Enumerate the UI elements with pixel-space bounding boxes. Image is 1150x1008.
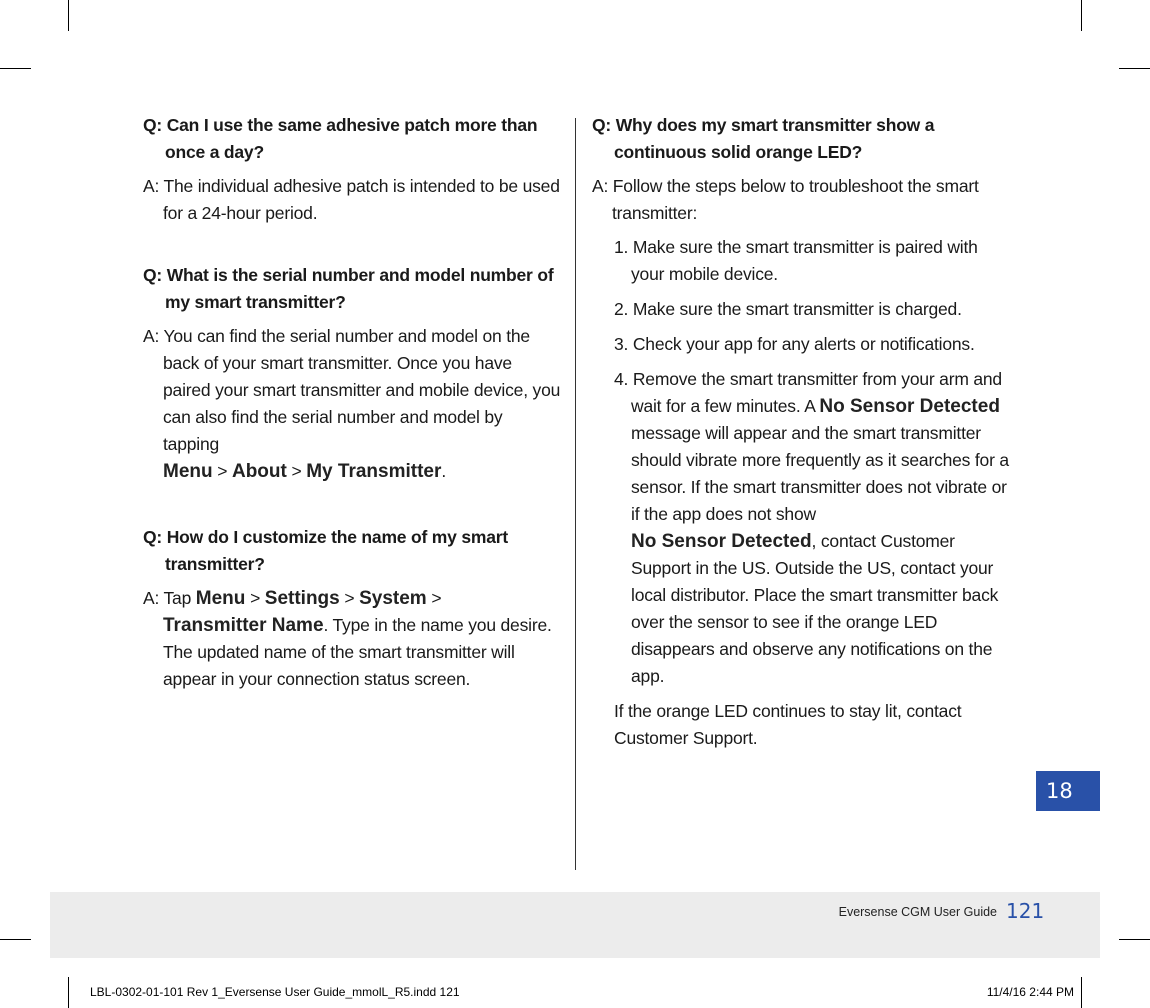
question-orange-led: Q: Why does my smart transmitter show a continuous solid orange LED? (592, 115, 935, 162)
column-divider (575, 118, 576, 870)
separator: > (217, 461, 228, 481)
left-column (143, 112, 563, 693)
about-label: About (231, 461, 287, 482)
question-patch-reuse: Q: Can I use the same adhesive patch more than once a day? (143, 115, 538, 162)
guide-title: Eversense CGM User Guide (838, 905, 997, 919)
step-2: 2. Make sure the smart transmitter is charged. (614, 299, 962, 319)
answer-patch-reuse: A: The individual adhesive patch is intended to be used for a 24-hour period. (143, 176, 560, 223)
crop-mark (1081, 0, 1082, 31)
troubleshoot-steps (614, 234, 1012, 690)
separator: > (250, 588, 261, 608)
system-label: System (359, 588, 427, 609)
answer-serial-number (143, 323, 563, 485)
step-1: 1. Make sure the smart transmitter is paired with your mobile device. (614, 237, 978, 284)
answer-tap-prefix: A: Tap (143, 588, 192, 608)
chapter-number: 18 (1046, 779, 1073, 803)
answer-orange-led: A: Follow the steps below to troubleshoot the smart transmitter: (592, 176, 979, 223)
question-customize-name: Q: How do I customize the name of my smart transmitter? (143, 527, 508, 574)
crop-mark (68, 0, 69, 31)
transmitter-name-label: Transmitter Name (163, 615, 324, 636)
crop-mark (1081, 977, 1082, 1008)
answer-serial-text: A: You can find the serial number and model on the back of your smart transmitter. Once you have paired your smart transmitter and mobile device, you can also find the serial number and model by tapping (143, 326, 561, 454)
separator: > (291, 461, 302, 481)
menu-label: Menu (163, 461, 213, 482)
settings-label: Settings (264, 588, 340, 609)
step-4-part-c: , contact Customer Support in the US. Outside the US, contact your local distributor. Place the smart transmitter back over the sensor to see if the orange LED disappears and observe any notifications on the app. (631, 531, 999, 686)
no-sensor-detected-label: No Sensor Detected (631, 531, 812, 552)
crop-mark (68, 977, 69, 1008)
crop-mark (0, 68, 31, 69)
crop-mark (1119, 939, 1150, 940)
menu-label: Menu (195, 588, 246, 609)
period: . (441, 461, 447, 481)
chapter-tab (1036, 771, 1100, 811)
crop-mark (1119, 68, 1150, 69)
step-4-part-b: message will appear and the smart transmitter should vibrate more frequently as it searches for a sensor. If the smart transmitter does not vibrate or if the app does not show (631, 423, 1009, 524)
right-column (592, 112, 1012, 752)
no-sensor-detected-label: No Sensor Detected (819, 396, 1000, 417)
answer-customize-name (143, 585, 563, 693)
step-3: 3. Check your app for any alerts or notifications. (614, 334, 975, 354)
page-number: 121 (1006, 899, 1045, 923)
separator: > (344, 588, 355, 608)
footer-band (50, 892, 1100, 958)
crop-mark (0, 939, 31, 940)
question-serial-number: Q: What is the serial number and model number of my smart transmitter? (143, 265, 554, 312)
step-4-part-a: 4. Remove the smart transmitter from your arm and wait for a few minutes. A (614, 369, 1002, 416)
step-4 (614, 366, 1012, 690)
separator: > (431, 588, 442, 608)
print-slug-datetime: 11/4/16 2:44 PM (986, 985, 1074, 999)
print-slug-file: LBL-0302-01-101 Rev 1_Eversense User Guide_mmolL_R5.indd 121 (90, 985, 460, 999)
my-transmitter-label: My Transmitter (306, 461, 442, 482)
followup-note: If the orange LED continues to stay lit, contact Customer Support. (614, 701, 962, 748)
answer-customize-suffix: . Type in the name you desire. The updated name of the smart transmitter will appear in your connection status screen. (163, 615, 552, 689)
